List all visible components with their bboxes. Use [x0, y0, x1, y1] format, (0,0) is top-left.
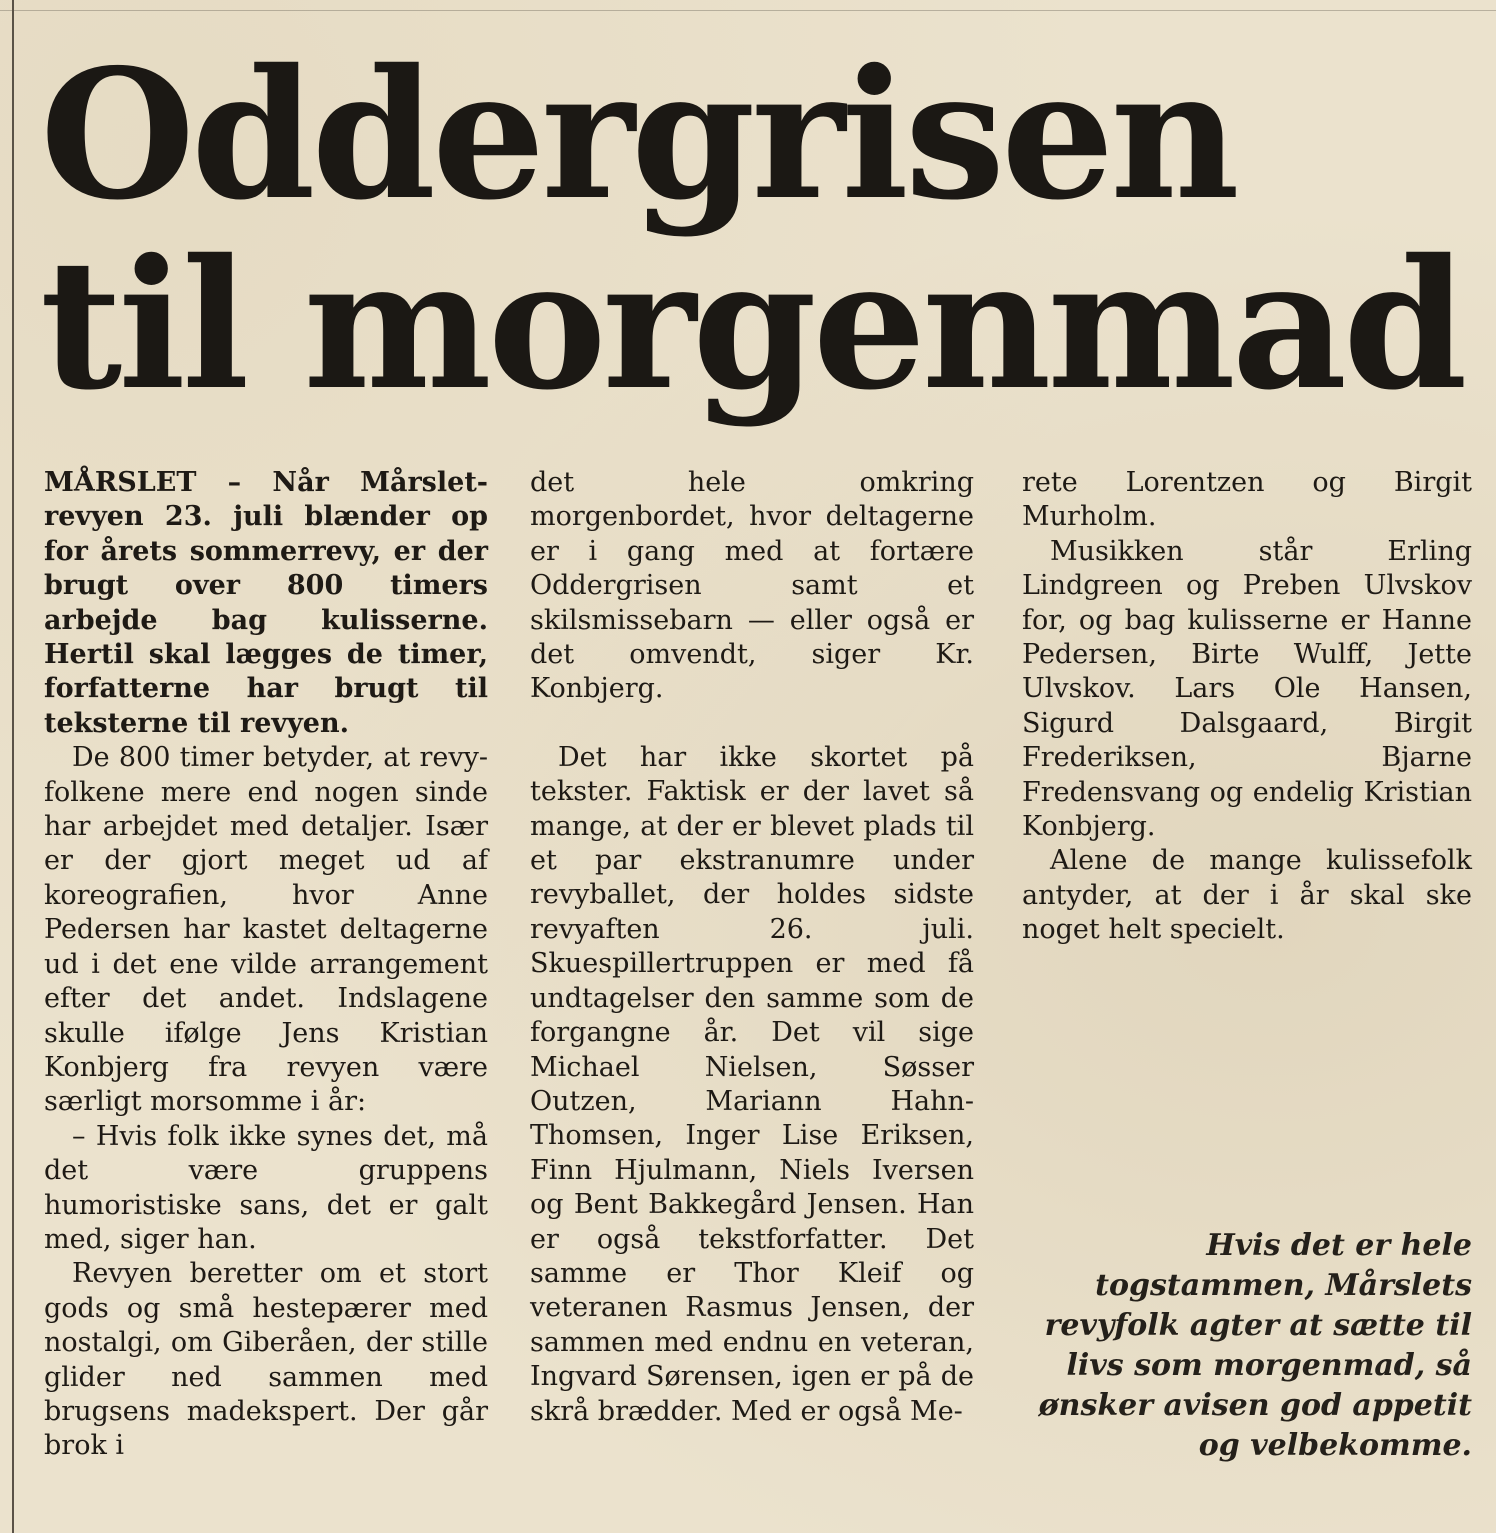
paragraph: Det har ikke skortet på tekster. Faktisk er der lavet så mange, at der er blevet plads til et par ekstranumre under revyballet, der holdes sidste revyaften 26. juli. Skuespillertruppen er med få undtagelser den samme som de forgangne år. Det vil sige Michael Nielsen, Søsser Outzen, Mariann Hahn-Thomsen, Inger Lise Eriksen, Finn Hjulmann, Niels Iversen og Bent Bakkegård Jensen. Han er også tekstforfatter. Det samme er Thor Kleif og veteranen Rasmus Jensen, der sammen med endnu en veteran, Ingvard Sørensen, igen er på de skrå brædder. Med er også Me-	[530, 741, 974, 1427]
paragraph: Musikken står Erling Lindgreen og Preben Ulvskov for, og bag kulisserne er Hanne Pedersen, Birte Wulff, Jette Ulvskov. Lars Ole Hansen, Sigurd Dalsgaard, Birgit Frederiksen, Bjarne Fredensvang og endelig Kristian Konbjerg.	[1022, 535, 1472, 843]
article-column-3	[1022, 466, 1472, 948]
quote-paragraph: – Hvis folk ikke synes det, må det være gruppens humoristiske sans, det er galt med, siger han.	[44, 1120, 488, 1255]
lead-paragraph: MÅRSLET – Når Mårslet-revyen 23. juli blænder op for årets sommerrevy, er der brugt over 800 timers arbejde bag kulisserne. Hertil skal lægges de timer, forfatterne har brugt til teksterne til revyen.	[44, 467, 488, 739]
paragraph: Revyen beretter om et stort gods og små hestepærer med nostalgi, om Giberåen, der stille glider ned sammen med brugsens madekspert. Der går brok i	[44, 1258, 488, 1462]
paragraph: De 800 timer betyder, at revy-folkene mere end nogen sinde har arbejdet med detaljer. Især er der gjort meget ud af koreografien, hvor Anne Pedersen har kastet deltagerne ud i det ene vilde arrangement efter det andet. Indslagene skulle ifølge Jens Kristian Konbjerg fra revyen være særligt morsomme i år:	[44, 742, 488, 1118]
photo-caption: Hvis det er hele togstammen, Mårslets revyfolk agter at sætte til livs som morgenmad, så ønsker avisen god appetit og velbekomme.	[1038, 1228, 1472, 1463]
paragraph: Alene de mange kulissefolk antyder, at der i år skal ske noget helt specielt.	[1022, 845, 1472, 946]
left-border-line	[12, 0, 14, 1533]
paragraph: det hele omkring morgenbordet, hvor deltagerne er i gang med at fortære Oddergrisen samt et skilsmissebarn — eller også er det omvendt, siger Kr. Konbjerg.	[530, 467, 974, 705]
paragraph-gap	[530, 707, 974, 741]
headline-line-1: Oddergrisen	[40, 30, 1236, 239]
headline-line-2: til morgenmad	[40, 220, 1464, 429]
article-column-2	[530, 466, 974, 1429]
headline	[40, 30, 1470, 429]
paragraph: rete Lorentzen og Birgit Murholm.	[1022, 467, 1472, 533]
top-edge	[0, 10, 1496, 11]
article-column-1	[44, 466, 488, 1464]
